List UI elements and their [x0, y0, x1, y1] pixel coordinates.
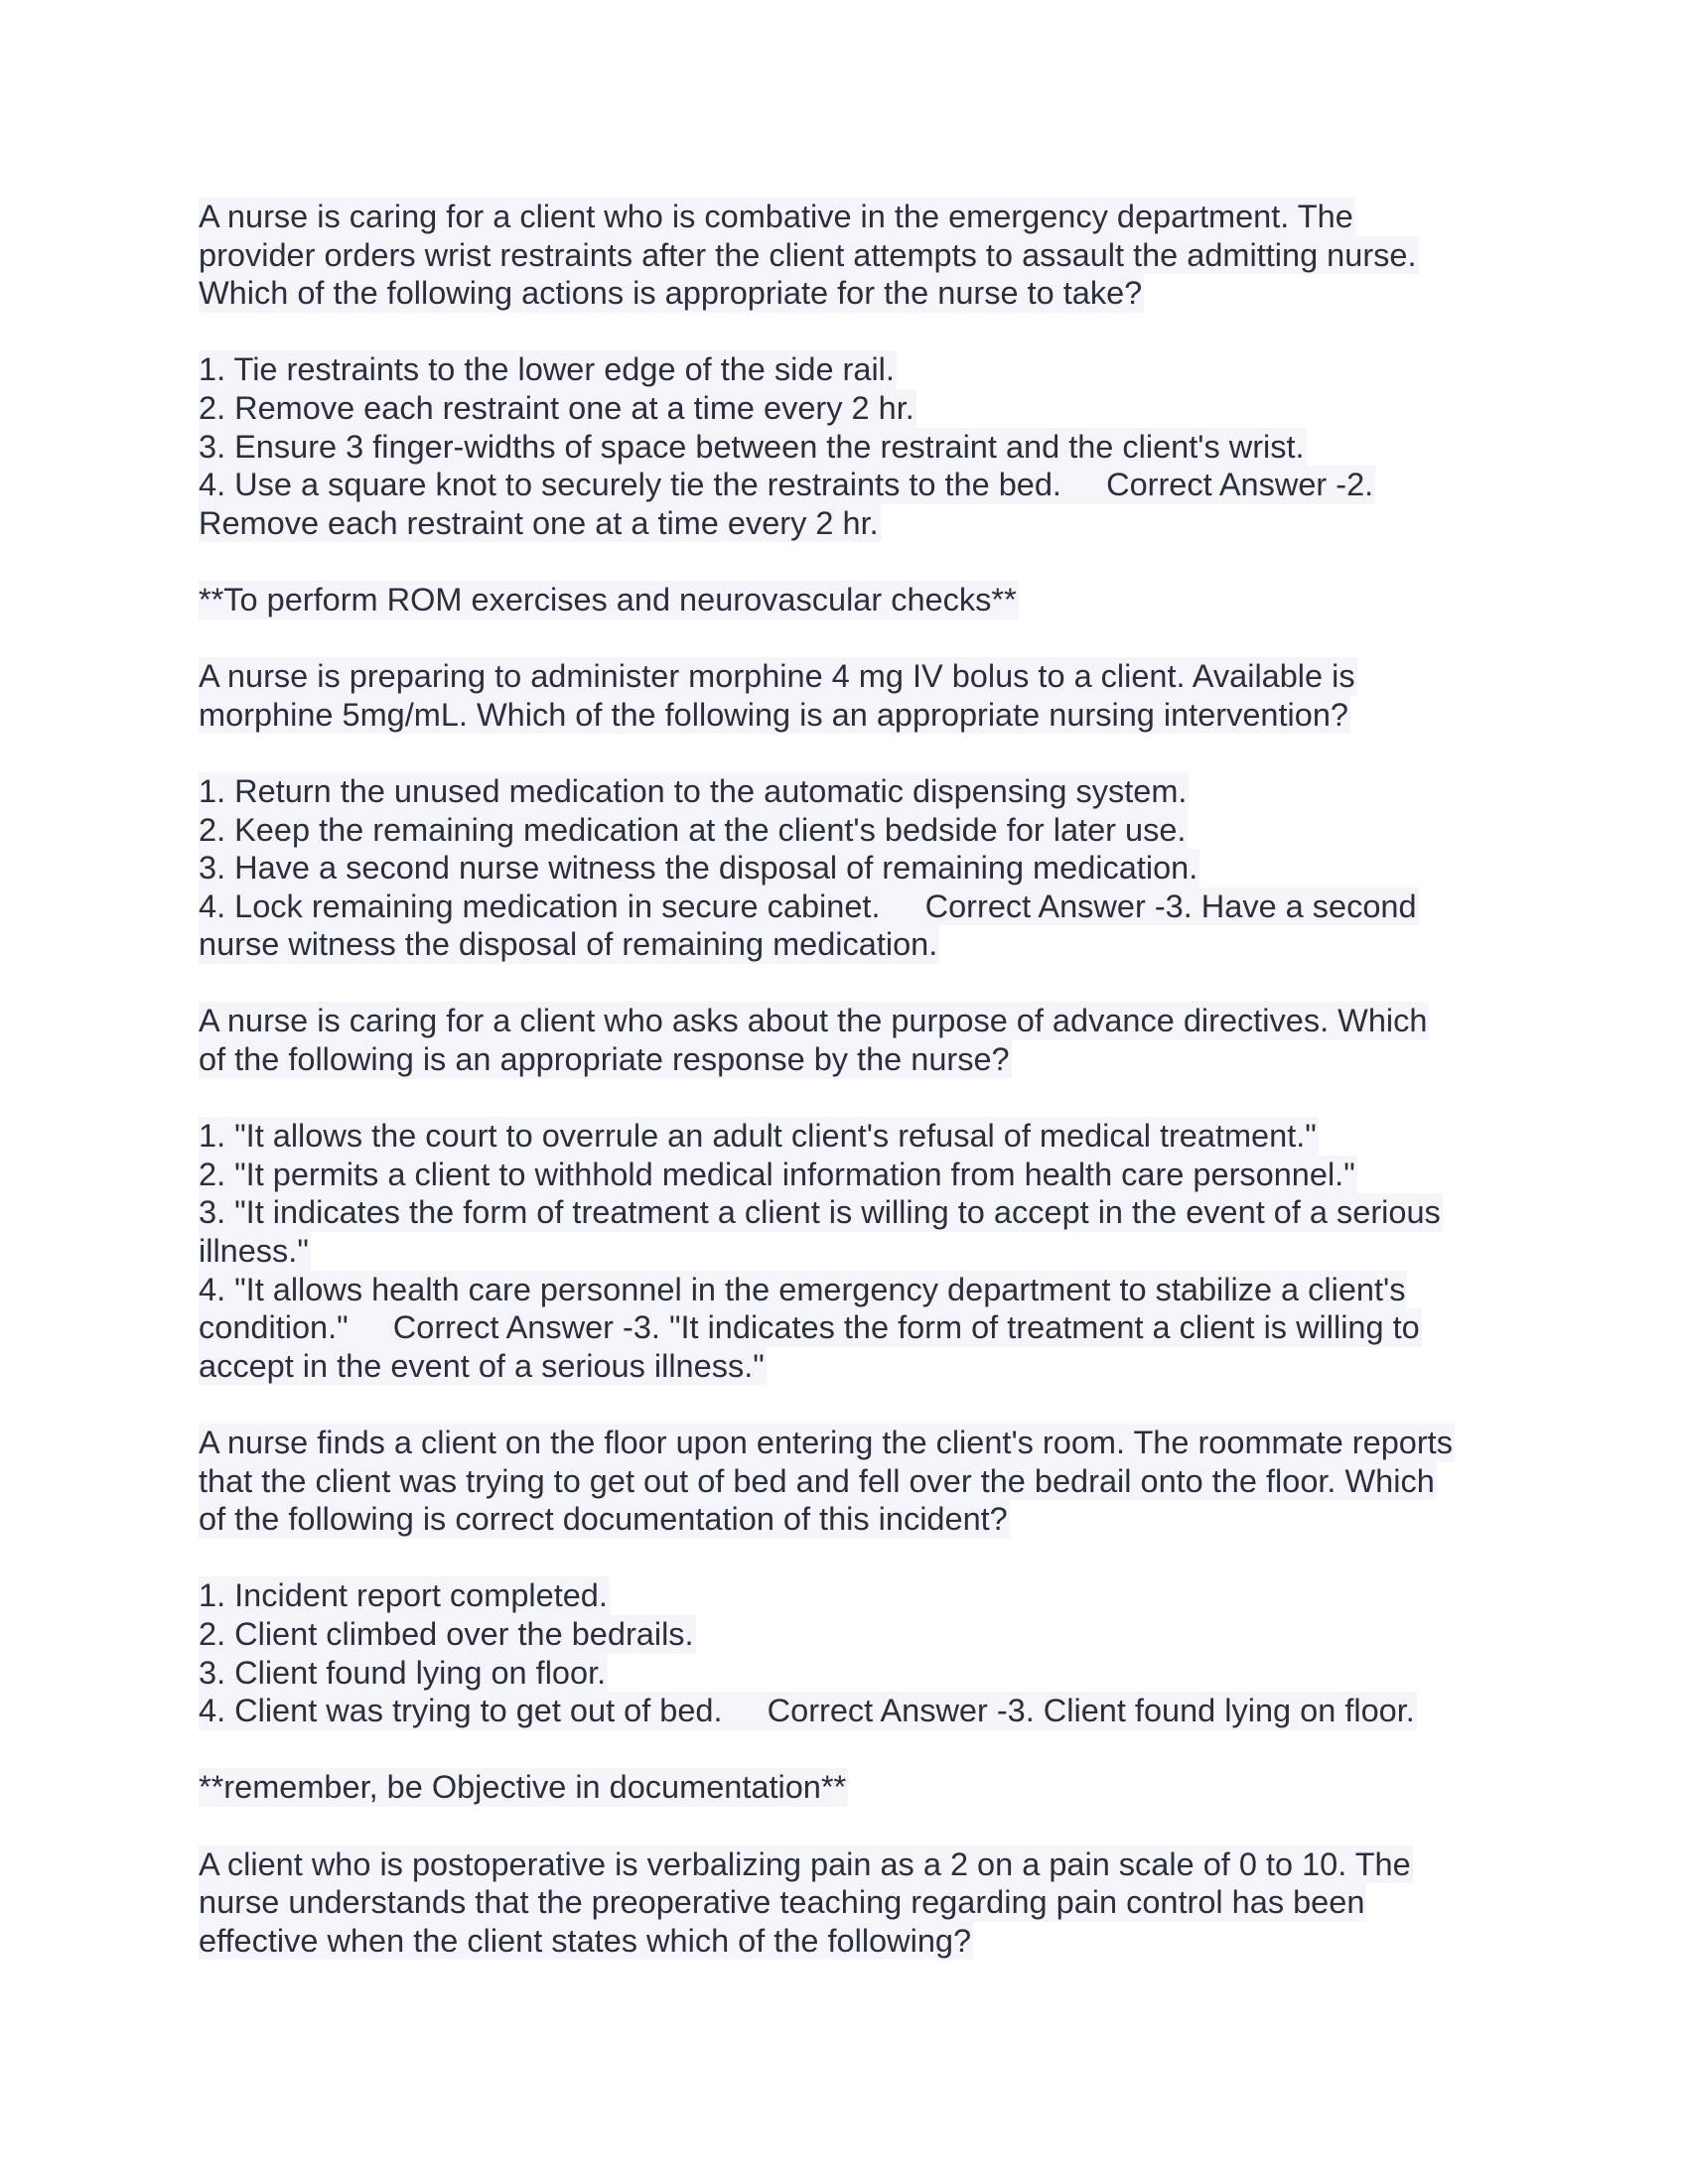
- paragraph-gap: [199, 1730, 1509, 1769]
- paragraph-gap: [199, 1079, 1509, 1118]
- paragraph-gap: [199, 313, 1509, 351]
- option-1: 1. Tie restraints to the lower edge of the side rail.: [199, 351, 895, 388]
- option-1: 1. Return the unused medication to the automatic dispensing system.: [199, 772, 1188, 809]
- note-line: **remember, be Objective in documentation**: [199, 1769, 847, 1806]
- option-4-with-answer: 4. Lock remaining medication in secure cabinet. Correct Answer -3. Have a second: [199, 887, 1417, 924]
- question-pain-control: [199, 1845, 1509, 1961]
- document-page: [199, 198, 1509, 1960]
- correct-answer-continued: accept in the event of a serious illness.": [199, 1347, 765, 1384]
- option-4-with-answer: 4. Client was trying to get out of bed. Correct Answer -3. Client found lying on floor.: [199, 1693, 1415, 1729]
- paragraph-gap: [199, 734, 1509, 772]
- option-3-continued: illness.": [199, 1233, 309, 1270]
- text-line: A nurse finds a client on the floor upon entering the client's room. The roommate reports: [199, 1425, 1453, 1460]
- text-line: morphine 5mg/mL. Which of the following is an appropriate nursing intervention?: [199, 696, 1348, 733]
- text-line: of the following is an appropriate response by the nurse?: [199, 1041, 1010, 1078]
- option-1: 1. Incident report completed.: [199, 1577, 608, 1614]
- question-morphine: [199, 657, 1509, 734]
- option-4: 4. "It allows health care personnel in the emergency department to stabilize a client's: [199, 1271, 1406, 1307]
- paragraph-gap: [199, 619, 1509, 658]
- options-restraints: [199, 350, 1509, 542]
- text-line: A nurse is caring for a client who is combative in the emergency department. The: [199, 199, 1353, 234]
- options-morphine: [199, 772, 1509, 964]
- paragraph-gap: [199, 1385, 1509, 1424]
- question-restraints: [199, 198, 1509, 313]
- question-fall-documentation: [199, 1424, 1509, 1539]
- paragraph-gap: [199, 542, 1509, 581]
- paragraph-gap: [199, 1807, 1509, 1845]
- option-2: 2. "It permits a client to withhold medical information from health care personnel.": [199, 1156, 1355, 1192]
- paragraph-gap: [199, 964, 1509, 1003]
- text-line: Which of the following actions is appropriate for the nurse to take?: [199, 275, 1143, 312]
- text-line: that the client was trying to get out of bed and fell over the bedrail onto the floor. Which: [199, 1462, 1435, 1499]
- option-1: 1. "It allows the court to overrule an adult client's refusal of medical treatment.": [199, 1118, 1317, 1155]
- text-line: A nurse is caring for a client who asks about the purpose of advance directives. Which: [199, 1003, 1428, 1039]
- text-line: A client who is postoperative is verbalizing pain as a 2 on a pain scale of 0 to 10. The: [199, 1845, 1411, 1882]
- option-4-with-answer: condition." Correct Answer -3. "It indicates the form of treatment a client is willing to: [199, 1309, 1420, 1346]
- option-3: 3. Client found lying on floor.: [199, 1654, 607, 1691]
- option-3: 3. Ensure 3 finger-widths of space between the restraint and the client's wrist.: [199, 428, 1305, 465]
- option-3: 3. Have a second nurse witness the disposal of remaining medication.: [199, 850, 1198, 887]
- correct-answer-continued: nurse witness the disposal of remaining medication.: [199, 926, 938, 963]
- question-advance-directives: [199, 1002, 1509, 1078]
- correct-answer-continued: Remove each restraint one at a time every 2 hr.: [199, 504, 879, 541]
- text-line: provider orders wrist restraints after the client attempts to assault the admitting nurse.: [199, 236, 1417, 273]
- option-2: 2. Remove each restraint one at a time every 2 hr.: [199, 389, 914, 426]
- note-objective: [199, 1768, 1509, 1807]
- text-line: of the following is correct documentation of this incident?: [199, 1501, 1008, 1538]
- option-3: 3. "It indicates the form of treatment a client is willing to accept in the event of a serious: [199, 1194, 1441, 1231]
- note-line: **To perform ROM exercises and neurovascular checks**: [199, 581, 1017, 617]
- text-line: effective when the client states which of the following?: [199, 1922, 972, 1959]
- option-4-with-answer: 4. Use a square knot to securely tie the restraints to the bed. Correct Answer -2.: [199, 467, 1374, 503]
- option-2: 2. Keep the remaining medication at the client's bedside for later use.: [199, 811, 1187, 848]
- text-line: A nurse is preparing to administer morphine 4 mg IV bolus to a client. Available is: [199, 658, 1355, 695]
- paragraph-gap: [199, 1539, 1509, 1577]
- options-advance-directives: [199, 1117, 1509, 1385]
- option-2: 2. Client climbed over the bedrails.: [199, 1615, 694, 1652]
- options-fall-documentation: [199, 1576, 1509, 1729]
- note-rom: [199, 581, 1509, 619]
- text-line: nurse understands that the preoperative teaching regarding pain control has been: [199, 1884, 1365, 1921]
